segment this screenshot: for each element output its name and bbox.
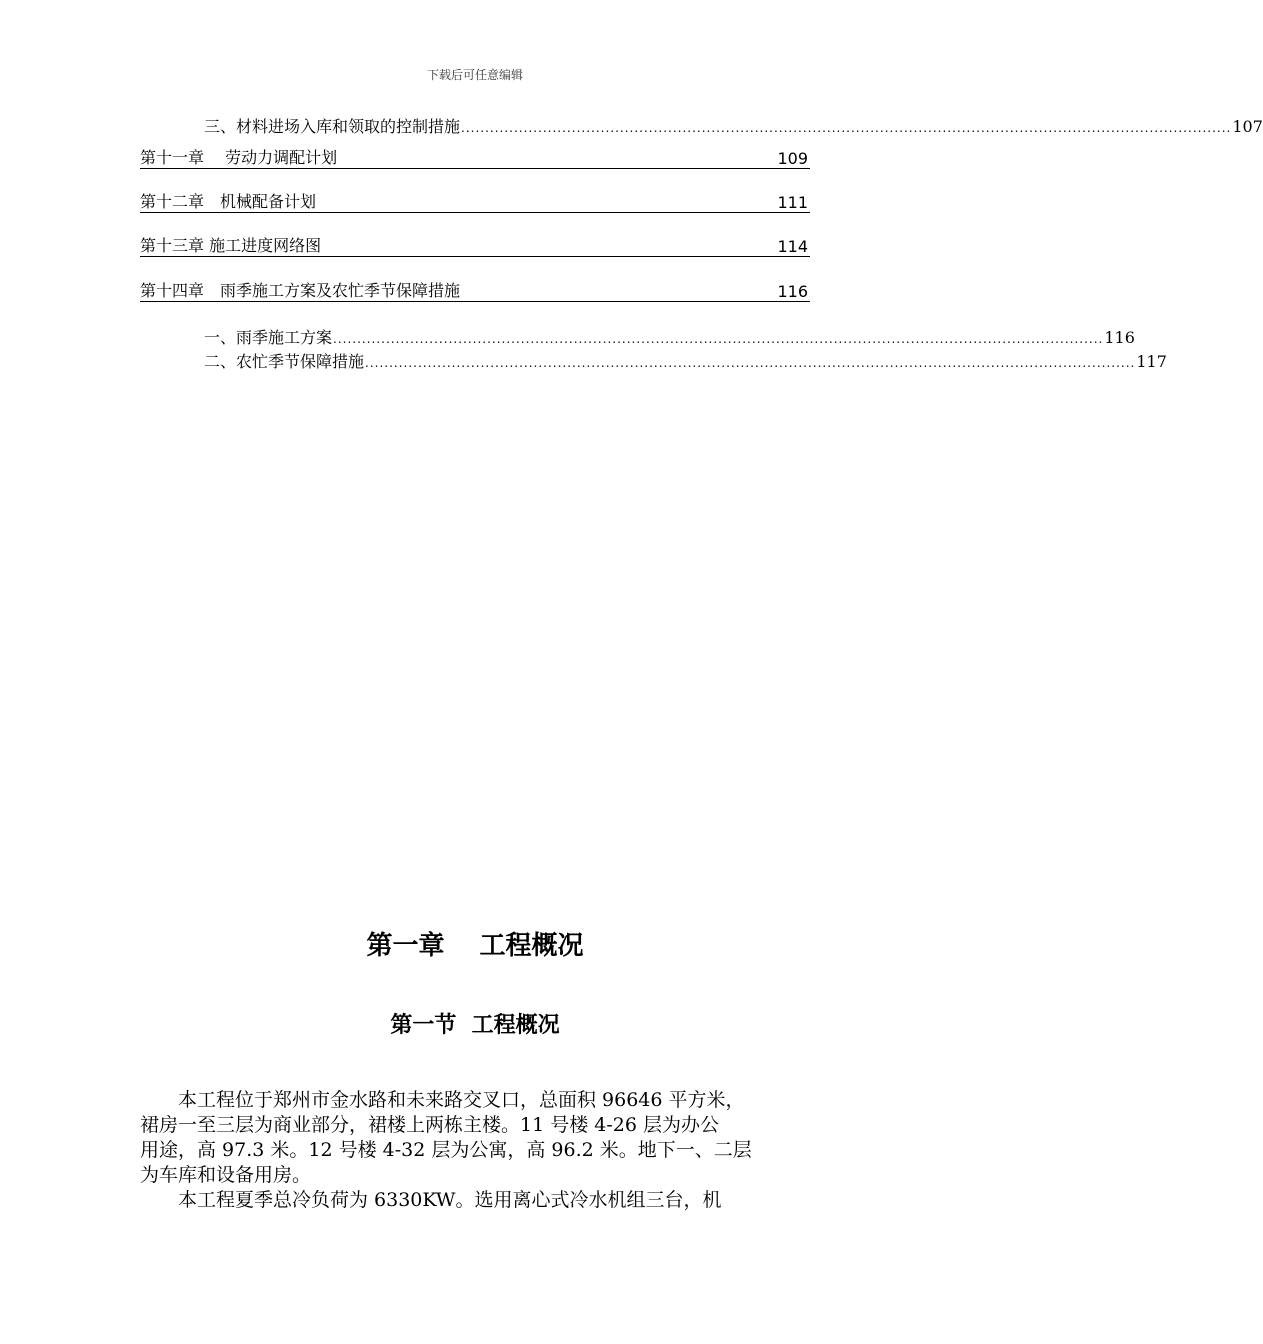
toc-chapter-item[interactable] <box>140 146 810 169</box>
chapter-title: 第一章 工程概况 <box>366 931 584 961</box>
toc-chapter-item[interactable] <box>140 279 810 302</box>
toc-leader-dots: ................................................................................................................................................................ <box>365 356 1136 370</box>
toc-page-number: 114 <box>777 237 808 256</box>
section-title: 第一节 工程概况 <box>390 1013 560 1038</box>
toc-sub-item-title: 一、雨季施工方案 <box>204 328 333 347</box>
body-paragraph <box>140 1188 825 1213</box>
toc-chapter-item[interactable] <box>140 234 810 257</box>
toc-sub-item-title: 二、农忙季节保障措施 <box>204 352 365 371</box>
toc-sub-item[interactable] <box>204 325 1135 347</box>
paragraph-line: 用途，高 97.3 米。12 号楼 4-32 层为公寓，高 96.2 米。地下一、二层 <box>140 1139 752 1161</box>
paragraph-line: 裙房一至三层为商业部分，裙楼上两栋主楼。11 号楼 4-26 层为办公 <box>140 1114 719 1136</box>
paragraph-line: 本工程夏季总冷负荷为 6330KW。选用离心式冷水机组三台，机 <box>178 1189 722 1211</box>
toc-page-number: 116 <box>777 282 808 301</box>
header-note: 下载后可任意编辑 <box>426 68 523 82</box>
toc-sub-item-title: 三、材料进场入库和领取的控制措施 <box>204 117 461 136</box>
toc-page-number: 116 <box>1104 328 1135 347</box>
toc-chapter-title: 第十一章 劳动力调配计划 <box>140 148 338 167</box>
toc-sub-item[interactable] <box>204 349 1167 371</box>
body-paragraph <box>140 1088 825 1188</box>
toc-chapter-title: 第十三章 施工进度网络图 <box>140 236 322 255</box>
toc-page-number: 117 <box>1136 352 1167 371</box>
toc-page-number: 111 <box>777 193 808 212</box>
toc-sub-item[interactable] <box>204 114 1263 136</box>
paragraph-line: 本工程位于郑州市金水路和未来路交叉口，总面积 96646 平方米， <box>178 1089 745 1111</box>
toc-page-number: 109 <box>777 149 808 168</box>
paragraph-line: 为车库和设备用房。 <box>140 1164 312 1186</box>
toc-leader-dots: ................................................................................................................................................................ <box>333 332 1104 346</box>
toc-page-number: 107 <box>1232 117 1263 136</box>
toc-chapter-title: 第十四章 雨季施工方案及农忙季节保障措施 <box>140 281 461 300</box>
toc-leader-dots: ................................................................................................................................................................ <box>461 121 1232 135</box>
toc-chapter-title: 第十二章 机械配备计划 <box>140 192 317 211</box>
toc-chapter-item[interactable] <box>140 190 810 213</box>
